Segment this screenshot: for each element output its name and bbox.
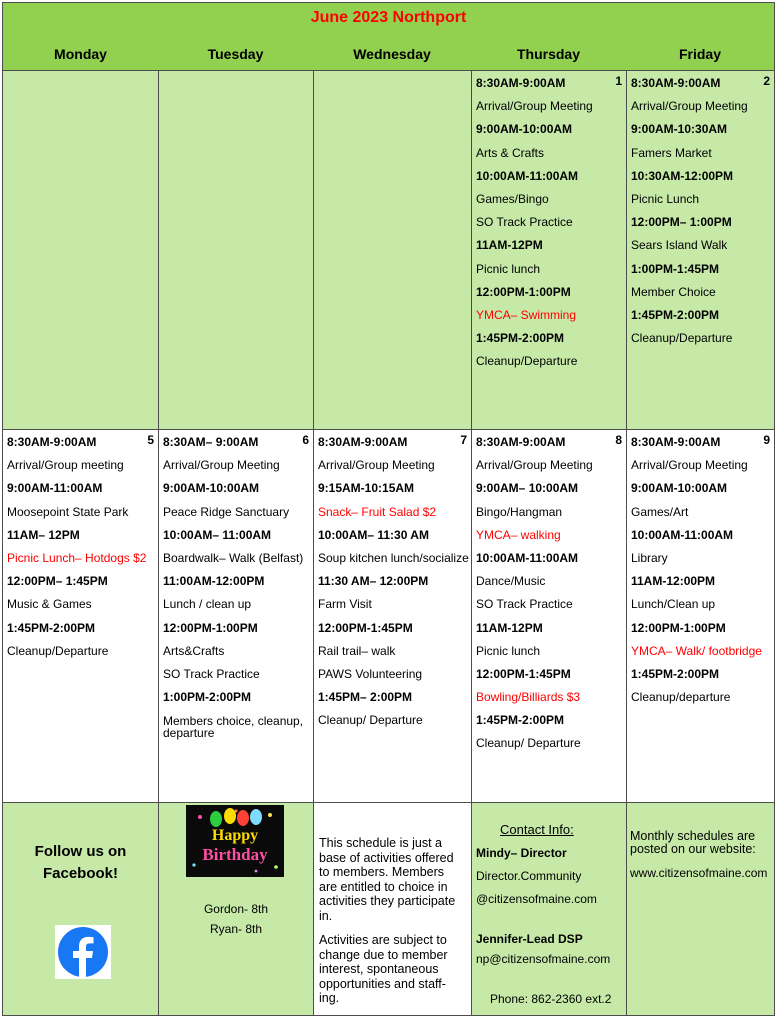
day-header-wednesday: Wednesday — [353, 46, 431, 62]
activity-time: 12:00PM– 1:00PM — [631, 215, 732, 230]
notice-paragraph-1: This schedule is just a base of activities offered to members. Members are entitled to choice in activities they participate in. — [319, 836, 456, 923]
activity-time: 1:45PM-2:00PM — [631, 307, 720, 322]
activity-text: Picnic lunch — [476, 261, 541, 276]
activity-time: 1:45PM-2:00PM — [476, 713, 565, 728]
activity-list — [476, 431, 624, 756]
activity-time: 9:00AM-10:00AM — [476, 122, 573, 137]
activity-text: Music & Games — [7, 597, 92, 612]
activity-text: Famers Market — [631, 145, 712, 160]
activity-list — [163, 431, 311, 741]
activity-text: Arrival/Group Meeting — [631, 458, 748, 473]
activity-list — [318, 431, 469, 732]
activity-text: YMCA– Swimming — [476, 307, 577, 322]
day-number: 6 — [302, 433, 309, 447]
activity-time: 12:00PM-1:45PM — [318, 620, 413, 635]
activity-time: 8:30AM-9:00AM — [7, 435, 97, 449]
activity-time: 11AM-12PM — [476, 238, 543, 253]
activity-list — [631, 431, 772, 709]
director-email-line-1: Director.Community — [476, 869, 582, 883]
activity-text: Farm Visit — [318, 597, 372, 612]
activity-text: SO Track Practice — [476, 215, 573, 230]
empty-day-cell — [2, 70, 159, 430]
activity-time: 8:30AM-9:00AM — [631, 76, 721, 90]
activity-text: Arts&Crafts — [163, 643, 225, 658]
activity-text: SO Track Practice — [476, 597, 573, 612]
activity-text: Lunch/Clean up — [631, 597, 716, 612]
birthday-name: Ryan- 8th — [209, 922, 263, 936]
activity-text: Members choice, cleanup, departure — [163, 714, 304, 741]
activity-time: 12:00PM-1:45PM — [476, 666, 571, 681]
activity-time: 1:45PM-2:00PM — [7, 620, 96, 635]
website-url[interactable]: www.citizensofmaine.com — [630, 866, 768, 880]
activity-time: 1:00PM-1:45PM — [631, 261, 720, 276]
activity-time: 8:30AM– 9:00AM — [163, 435, 259, 449]
activity-text: Lunch / clean up — [163, 597, 252, 612]
activity-time: 12:00PM-1:00PM — [476, 284, 571, 299]
activity-text: Dance/Music — [476, 574, 546, 589]
activity-text: Picnic Lunch– Hotdogs $2 — [7, 550, 147, 565]
activity-time: 12:00PM– 1:45PM — [7, 574, 108, 589]
director-email-line-2: @citizensofmaine.com — [476, 892, 597, 906]
calendar-title: June 2023 Northport — [310, 9, 467, 26]
notice-cell — [313, 802, 472, 1016]
activity-text: Peace Ridge Sanctuary — [163, 504, 290, 519]
activity-list — [476, 72, 624, 373]
activity-text: Arrival/Group Meeting — [163, 458, 280, 473]
notice-paragraph-2: Activities are subject to change due to member interest, spontaneous opportunities and staff-ing. — [319, 933, 448, 1005]
activity-text: Cleanup/ Departure — [476, 736, 581, 751]
activity-time: 1:45PM– 2:00PM — [318, 690, 413, 705]
activity-text: Bowling/Billiards $3 — [476, 690, 581, 705]
activity-time: 9:15AM-10:15AM — [318, 481, 415, 496]
activity-text: Cleanup/ Departure — [318, 713, 423, 728]
activity-text: Picnic Lunch — [631, 191, 700, 206]
day-number: 8 — [615, 433, 622, 447]
facebook-line-1: Follow us on — [34, 843, 127, 860]
activity-time: 10:00AM-11:00AM — [631, 527, 734, 542]
birthday-word-2: Birthday — [202, 845, 268, 864]
activity-time: 9:00AM-11:00AM — [7, 481, 103, 496]
activity-time: 1:45PM-2:00PM — [476, 331, 565, 346]
birthday-word-1: Happy — [211, 827, 259, 844]
day-cell-9 — [626, 429, 775, 803]
activity-text: Arrival/Group Meeting — [476, 458, 593, 473]
dsp-email: np@citizensofmaine.com — [476, 952, 611, 966]
activity-text: Cleanup/Departure — [631, 331, 733, 346]
day-header-thursday: Thursday — [516, 46, 580, 62]
activity-text: Sears Island Walk — [631, 238, 728, 253]
activity-time: 11:00AM-12:00PM — [163, 574, 265, 589]
activity-time: 12:00PM-1:00PM — [631, 620, 726, 635]
calendar — [2, 2, 775, 1016]
monthly-schedule-note: Monthly schedules are posted on our website: — [630, 829, 756, 856]
activity-time: 10:00AM– 11:00AM — [163, 527, 272, 542]
empty-day-cell — [158, 70, 314, 430]
day-header-friday: Friday — [678, 46, 721, 62]
activity-time: 10:00AM-11:00AM — [476, 550, 579, 565]
activity-time: 12:00PM-1:00PM — [163, 620, 258, 635]
activity-text: Arrival/Group Meeting — [631, 99, 748, 114]
activity-time: 8:30AM-9:00AM — [318, 435, 408, 449]
activity-text: Cleanup/Departure — [7, 643, 109, 658]
day-number: 9 — [763, 433, 770, 447]
day-cell-7 — [313, 429, 472, 803]
activity-text: Member Choice — [631, 284, 716, 299]
activity-text: Bingo/Hangman — [476, 504, 563, 519]
calendar-header — [3, 3, 774, 72]
activity-list — [7, 431, 156, 663]
dsp-label: Jennifer-Lead DSP — [476, 932, 583, 946]
activity-text: Rail trail– walk — [318, 643, 396, 658]
activity-text: Moosepoint State Park — [7, 504, 129, 519]
activity-text: Soup kitchen lunch/socialize — [318, 550, 469, 565]
activity-time: 1:00PM-2:00PM — [163, 690, 252, 705]
activity-text: Cleanup/departure — [631, 690, 731, 705]
activity-text: Boardwalk– Walk (Belfast) — [163, 550, 304, 565]
director-label: Mindy– Director — [476, 846, 567, 860]
contact-cell — [471, 802, 627, 1016]
birthday-image — [186, 805, 284, 877]
activity-list — [631, 72, 772, 350]
day-number: 5 — [147, 433, 154, 447]
day-cell-1 — [471, 70, 627, 430]
activity-time: 9:00AM-10:30AM — [631, 122, 728, 137]
activity-text: Games/Bingo — [476, 191, 549, 206]
activity-time: 8:30AM-9:00AM — [476, 76, 566, 90]
activity-time: 9:00AM-10:00AM — [631, 481, 728, 496]
activity-text: Arrival/Group meeting — [7, 458, 124, 473]
activity-text: SO Track Practice — [163, 666, 260, 681]
activity-text: Cleanup/Departure — [476, 354, 578, 369]
day-number: 1 — [615, 74, 622, 88]
day-number: 7 — [460, 433, 467, 447]
facebook-line-2: Facebook! — [42, 865, 118, 882]
activity-time: 9:00AM-10:00AM — [163, 481, 260, 496]
activity-time: 1:45PM-2:00PM — [631, 666, 720, 681]
activity-time: 8:30AM-9:00AM — [476, 435, 566, 449]
activity-text: Arts & Crafts — [476, 145, 545, 160]
activity-text: YMCA– Walk/ footbridge — [631, 643, 762, 658]
empty-day-cell — [313, 70, 472, 430]
facebook-cell — [2, 802, 159, 1016]
activity-time: 10:30AM-12:00PM — [631, 168, 734, 183]
activity-time: 11AM-12PM — [476, 620, 543, 635]
birthday-name: Gordon- 8th — [203, 902, 269, 916]
day-cell-6 — [158, 429, 314, 803]
activity-text: PAWS Volunteering — [318, 666, 423, 681]
activity-text: Arrival/Group Meeting — [476, 99, 593, 114]
activity-time: 10:00AM-11:00AM — [476, 168, 579, 183]
activity-text: Snack– Fruit Salad $2 — [318, 504, 437, 519]
day-header-monday: Monday — [54, 46, 107, 62]
day-number: 2 — [763, 74, 770, 88]
day-cell-8 — [471, 429, 627, 803]
activity-text: Library — [631, 550, 668, 565]
facebook-icon[interactable] — [55, 925, 111, 979]
website-cell — [626, 802, 775, 1016]
activity-text: YMCA– walking — [476, 527, 561, 542]
contact-phone: Phone: 862-2360 ext.2 — [490, 992, 612, 1006]
activity-text: Arrival/Group Meeting — [318, 458, 435, 473]
day-cell-5 — [2, 429, 159, 803]
activity-time: 10:00AM– 11:30 AM — [318, 527, 429, 542]
activity-time: 11AM– 12PM — [7, 527, 80, 542]
day-header-tuesday: Tuesday — [207, 46, 264, 62]
birthday-cell — [158, 802, 314, 1016]
activity-text: Games/Art — [631, 504, 689, 519]
activity-time: 8:30AM-9:00AM — [631, 435, 721, 449]
activity-time: 11AM-12:00PM — [631, 574, 716, 589]
contact-heading: Contact Info: — [500, 822, 574, 837]
day-cell-2 — [626, 70, 775, 430]
activity-time: 11:30 AM– 12:00PM — [318, 574, 429, 589]
activity-time: 9:00AM– 10:00AM — [476, 481, 579, 496]
activity-text: Picnic lunch — [476, 643, 541, 658]
